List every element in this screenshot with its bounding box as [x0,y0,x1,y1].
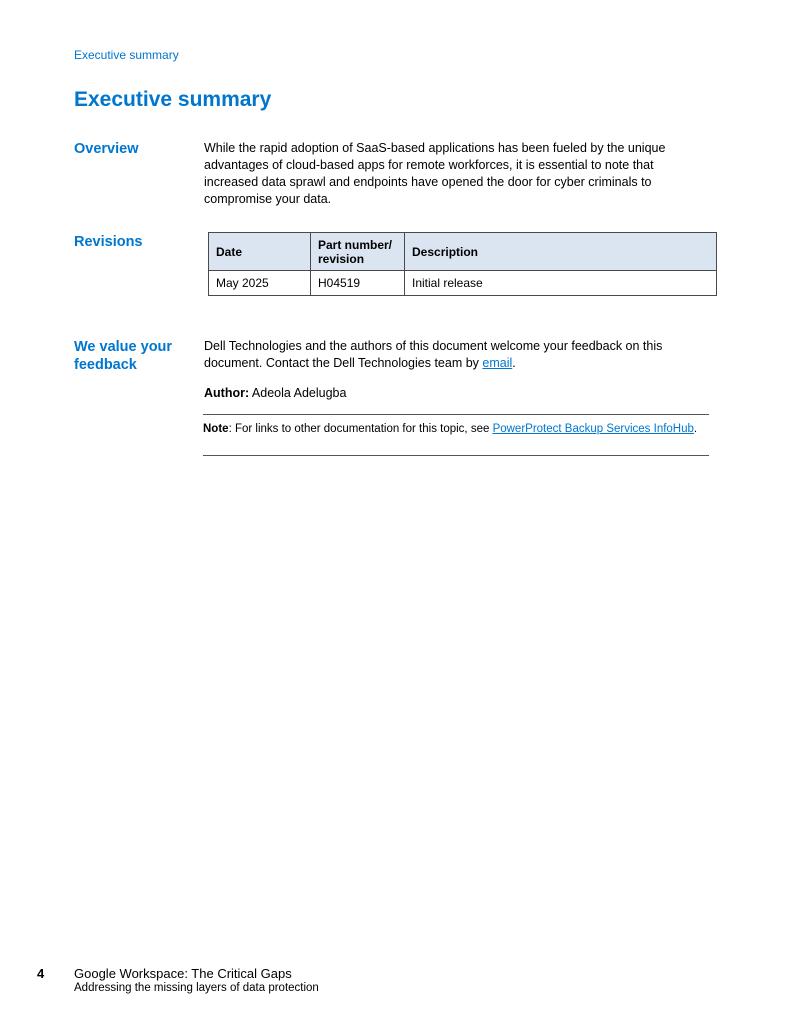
overview-heading: Overview [74,141,139,157]
cell-description: Initial release [405,271,717,296]
author-name: Adeola Adelugba [249,386,347,400]
revisions-table [208,232,717,296]
note-text: : For links to other documentation for this topic, see [228,423,493,435]
feedback-text-end: . [512,356,516,370]
author-line [204,385,346,402]
column-header-date: Date [209,233,311,271]
infohub-link[interactable]: PowerProtect Backup Services InfoHub [492,423,694,435]
page-number: 4 [37,966,45,981]
email-link[interactable]: email [482,356,513,370]
footer-title: Google Workspace: The Critical Gaps [74,966,292,981]
column-header-part-number: Part number/ revision [311,233,405,271]
feedback-heading: We value your feedback [74,339,173,373]
cell-date: May 2025 [209,271,311,296]
revisions-heading: Revisions [74,234,143,250]
cell-part-number: H04519 [311,271,405,296]
table-header-row [209,233,717,271]
author-label: Author: [204,386,250,400]
column-header-description: Description [405,233,717,271]
footer-subtitle: Addressing the missing layers of data protection [74,982,319,994]
feedback-text-lead: Dell Technologies and the authors of this document welcome your feedback on this document. Contact the Dell Technologies team by [204,339,663,370]
feedback-text [204,338,709,372]
note-end: . [693,423,698,435]
table-row [209,271,717,296]
overview-text: While the rapid adoption of SaaS-based applications has been fueled by the unique advantages of cloud-based apps for remote workforces, it is essential to note that increased data sprawl and endpoints have opened the door for cyber criminals to compromise your data. [204,141,666,206]
running-header: Executive summary [74,48,179,62]
note-label: Note [203,423,229,435]
note-box [203,414,709,456]
page-title: Executive summary [74,88,272,111]
